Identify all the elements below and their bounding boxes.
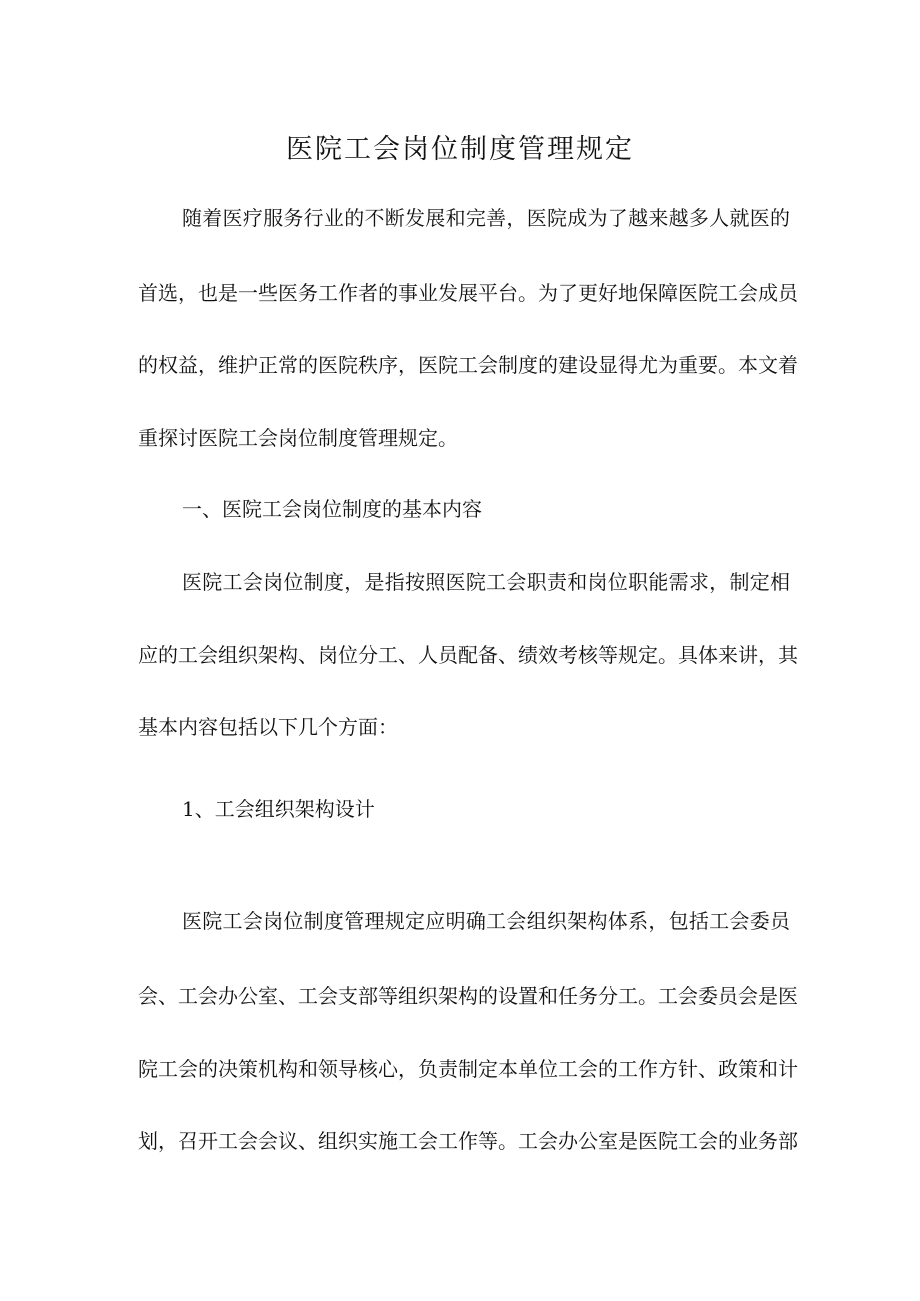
intro-line-3: 的权益，维护正常的医院秩序，医院工会制度的建设显得尤为重要。本文着 bbox=[138, 353, 798, 377]
subsection-1-heading: 1、工会组织架构设计 bbox=[182, 797, 375, 821]
section-1-heading: 一、医院工会岗位制度的基本内容 bbox=[182, 497, 482, 521]
document-title: 医院工会岗位制度管理规定 bbox=[286, 134, 634, 165]
section-1-line-3: 基本内容包括以下几个方面： bbox=[138, 715, 398, 739]
section-1-line-1: 医院工会岗位制度，是指按照医院工会职责和岗位职能需求，制定相 bbox=[182, 570, 790, 594]
subsection-1-line-1: 医院工会岗位制度管理规定应明确工会组织架构体系，包括工会委员 bbox=[182, 909, 790, 933]
intro-line-2: 首选，也是一些医务工作者的事业发展平台。为了更好地保障医院工会成员 bbox=[138, 281, 798, 305]
subsection-1-line-3: 院工会的决策机构和领导核心，负责制定本单位工会的工作方针、政策和计 bbox=[138, 1057, 798, 1081]
subsection-1-line-2: 会、工会办公室、工会支部等组织架构的设置和任务分工。工会委员会是医 bbox=[138, 984, 798, 1008]
section-1-line-2: 应的工会组织架构、岗位分工、人员配备、绩效考核等规定。具体来讲，其 bbox=[138, 643, 798, 667]
subsection-1-line-4: 划，召开工会会议、组织实施工会工作等。工会办公室是医院工会的业务部 bbox=[138, 1129, 798, 1153]
intro-line-4: 重探讨医院工会岗位制度管理规定。 bbox=[138, 426, 458, 450]
intro-line-1: 随着医疗服务行业的不断发展和完善，医院成为了越来越多人就医的 bbox=[182, 206, 790, 230]
